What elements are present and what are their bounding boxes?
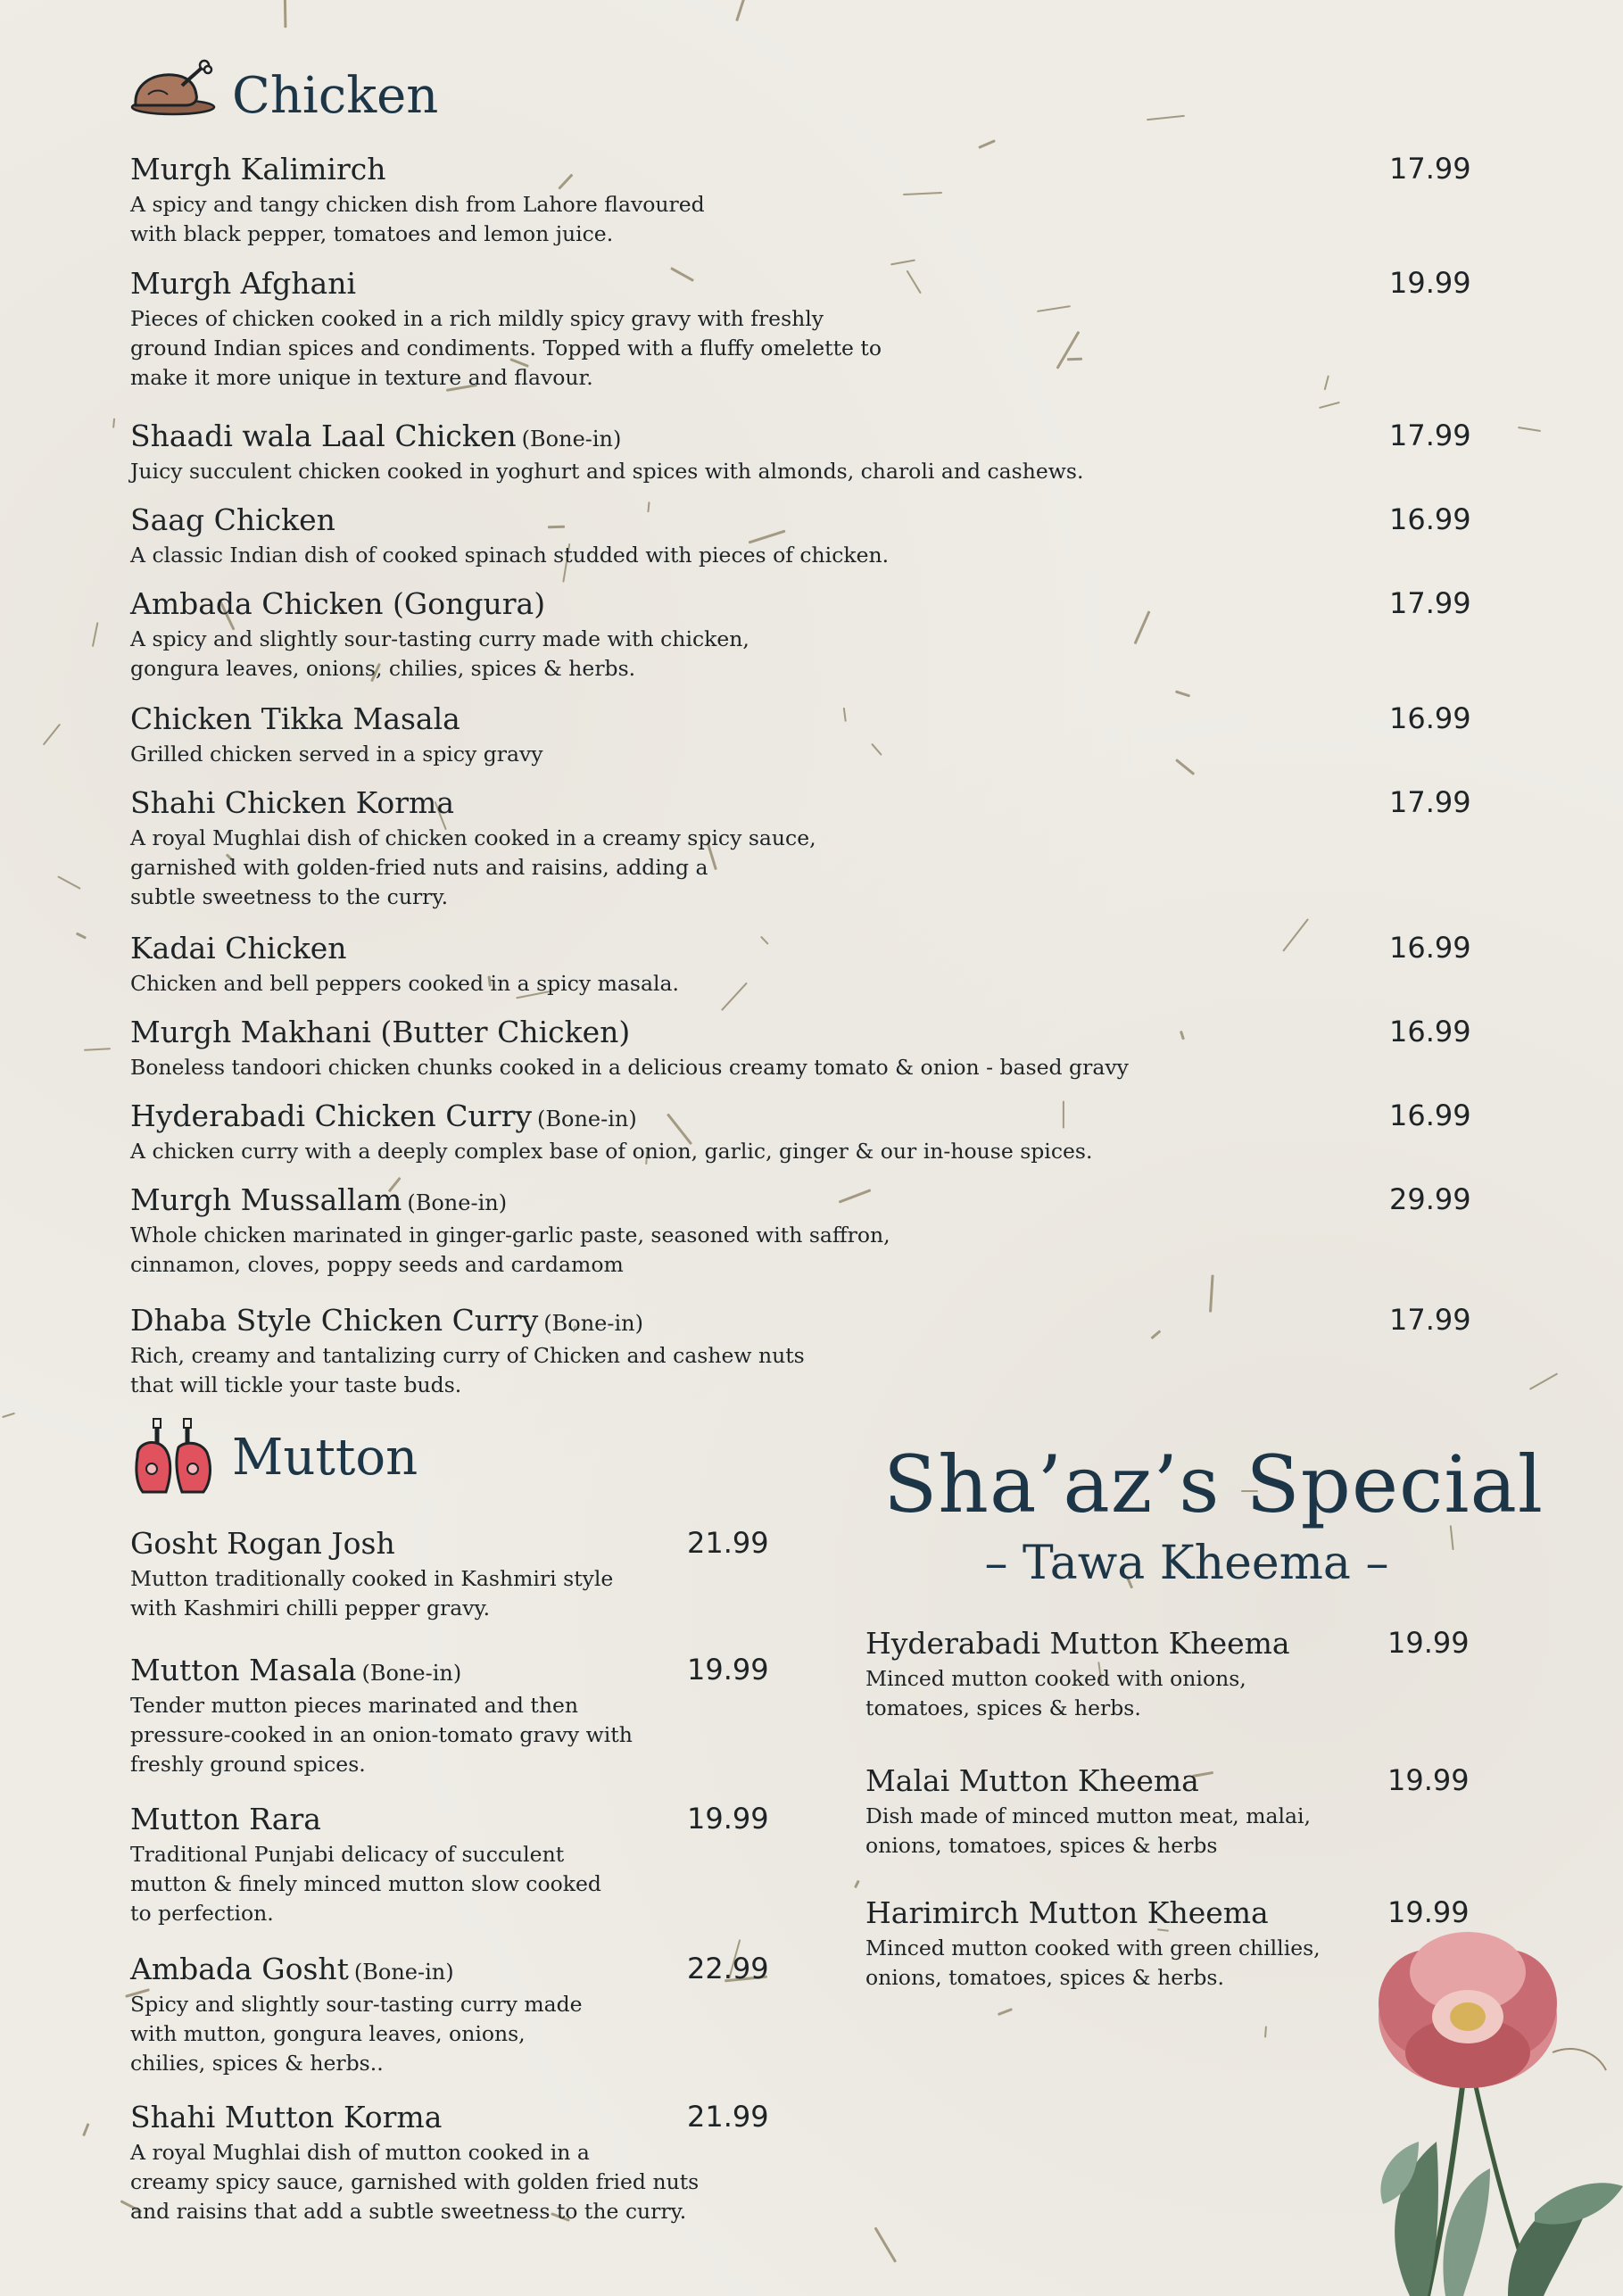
menu-item-note: (Bone-in)	[353, 1960, 454, 1985]
menu-item-name: Harimirch Mutton Kheema	[865, 1895, 1269, 1930]
menu-item-shaadi-wala-laal-chicken	[130, 419, 1587, 486]
menu-item-price: 19.99	[1387, 1895, 1470, 1929]
menu-item-header	[130, 701, 1587, 736]
menu-item-murgh-makhani-butter-chicken	[130, 1015, 1587, 1082]
paper-fleck	[2, 1413, 14, 1418]
menu-item-description: A royal Mughlai dish of mutton cooked in a creamy spicy sauce, garnished with golden fried nuts and raisins that add a subtle sweetness to the curry.	[130, 2140, 700, 2224]
menu-item-header	[130, 152, 1587, 186]
menu-item-murgh-afghani	[130, 266, 1587, 393]
menu-item-header	[130, 1015, 1587, 1049]
menu-item-header	[130, 1098, 1587, 1133]
menu-item-kadai-chicken	[130, 931, 1587, 999]
menu-item-header	[130, 1303, 1587, 1338]
menu-item-header	[130, 1182, 1587, 1217]
paper-fleck	[82, 2123, 90, 2136]
paper-fleck	[1147, 115, 1185, 121]
menu-item-description: Dish made of minced mutton meat, malai, onions, tomatoes, spices & herbs	[865, 1803, 1312, 1858]
menu-item-description: Traditional Punjabi delicacy of succulent mutton & finely minced mutton slow cooked to perfection.	[130, 1842, 601, 1926]
menu-item-description: A spicy and tangy chicken dish from Lahore flavoured with black pepper, tomatoes and lemon juice.	[130, 192, 705, 246]
menu-item-name: Ambada Chicken (Gongura)	[130, 586, 546, 621]
menu-item-note: (Bone-in)	[537, 1107, 637, 1131]
menu-item-name: Chicken Tikka Masala	[130, 701, 460, 736]
menu-item-name: Malai Mutton Kheema	[865, 1763, 1199, 1798]
menu-item-description: A spicy and slightly sour-tasting curry made with chicken, gongura leaves, onions, chilies, spices & herbs.	[130, 626, 749, 681]
menu-item-description: Minced mutton cooked with onions, tomatoes, spices & herbs.	[865, 1666, 1246, 1720]
menu-item-description: Pieces of chicken cooked in a rich mildly spicy gravy with freshly ground Indian spices and condiments. Topped with a fluffy omelette to make it more unique in texture and flavour.	[130, 306, 882, 390]
menu-item-name: Hyderabadi Chicken Curry	[130, 1098, 532, 1133]
menu-item-name: Murgh Afghani	[130, 266, 357, 301]
menu-item-description: Rich, creamy and tantalizing curry of Chicken and cashew nuts that will tickle your taste buds.	[130, 1343, 805, 1397]
menu-item-description: A classic Indian dish of cooked spinach studded with pieces of chicken.	[130, 543, 890, 568]
menu-item-ambada-chicken-gongura	[130, 586, 1587, 684]
menu-item-header	[865, 1626, 1587, 1661]
menu-item-description: Tender mutton pieces marinated and then pressure-cooked in an onion-tomato gravy with freshly ground spices.	[130, 1693, 633, 1777]
menu-item-header	[130, 502, 1587, 537]
menu-item-name: Murgh Kalimirch	[130, 152, 386, 186]
menu-item-name: Shahi Chicken Korma	[130, 785, 455, 820]
menu-item-chicken-tikka-masala	[130, 701, 1587, 769]
paper-fleck	[283, 0, 286, 28]
menu-item-note: (Bone-in)	[543, 1311, 643, 1336]
menu-item-price: 19.99	[1389, 266, 1471, 300]
menu-item-name: Mutton Masala	[130, 1653, 357, 1687]
menu-item-price: 16.99	[1389, 1098, 1471, 1132]
menu-item-description: Grilled chicken served in a spicy gravy	[130, 742, 543, 767]
chicken-section-header	[130, 55, 438, 136]
menu-item-note: (Bone-in)	[407, 1190, 508, 1215]
menu-item-hyderabadi-mutton-kheema	[865, 1626, 1587, 1723]
menu-item-price: 21.99	[687, 1526, 769, 1560]
menu-item-name: Shahi Mutton Korma	[130, 2100, 443, 2134]
menu-item-price: 17.99	[1389, 419, 1471, 452]
menu-item-dhaba-style-chicken-curry	[130, 1303, 1587, 1400]
menu-item-price: 21.99	[687, 2100, 769, 2134]
menu-item-header	[130, 931, 1587, 966]
chicken-section-title: Chicken	[232, 66, 439, 125]
menu-item-name: Murgh Makhani (Butter Chicken)	[130, 1015, 631, 1049]
paper-fleck	[76, 932, 87, 940]
menu-item-name: Saag Chicken	[130, 502, 335, 537]
menu-item-name: Hyderabadi Mutton Kheema	[865, 1626, 1290, 1661]
menu-item-note: (Bone-in)	[361, 1661, 462, 1686]
paper-fleck	[735, 0, 745, 21]
menu-item-price: 29.99	[1389, 1182, 1471, 1216]
paper-fleck	[1175, 690, 1190, 697]
menu-item-description: Mutton traditionally cooked in Kashmiri style with Kashmiri chilli pepper gravy.	[130, 1566, 614, 1620]
paper-fleck	[890, 260, 915, 266]
menu-item-price: 19.99	[687, 1653, 769, 1687]
menu-item-shahi-chicken-korma	[130, 785, 1587, 912]
menu-item-description: A royal Mughlai dish of chicken cooked in a creamy spicy sauce, garnished with golden-fried nuts and raisins, adding a subtle sweetness to the curry.	[130, 825, 816, 909]
menu-item-description: A chicken curry with a deeply complex base of onion, garlic, ginger & our in-house spices.	[130, 1139, 1093, 1164]
mutton-section-header	[130, 1417, 418, 1497]
menu-item-name: Murgh Mussallam	[130, 1182, 402, 1217]
mutton-section-title: Mutton	[232, 1428, 418, 1487]
menu-item-price: 22.99	[687, 1952, 769, 1985]
menu-item-name: Mutton Rara	[130, 1802, 321, 1836]
menu-item-price: 17.99	[1389, 785, 1471, 819]
menu-item-price: 19.99	[1387, 1763, 1470, 1797]
menu-item-description: Juicy succulent chicken cooked in yoghurt and spices with almonds, charoli and cashews.	[130, 459, 1084, 484]
menu-item-hyderabadi-chicken-curry	[130, 1098, 1587, 1166]
menu-item-description: Spicy and slightly sour-tasting curry made with mutton, gongura leaves, onions, chilies, spices & herbs..	[130, 1992, 583, 2076]
paper-fleck	[84, 1049, 111, 1051]
lamb-chops-icon	[130, 1417, 216, 1497]
special-title: Sha’az’s Special	[883, 1438, 1544, 1530]
menu-item-name: Dhaba Style Chicken Curry	[130, 1303, 539, 1338]
menu-item-saag-chicken	[130, 502, 1587, 570]
paper-fleck	[112, 419, 115, 428]
menu-item-header	[130, 266, 1587, 301]
menu-item-price: 16.99	[1389, 701, 1471, 735]
menu-item-header	[130, 419, 1587, 453]
paper-fleck	[92, 622, 99, 647]
menu-item-name: Shaadi wala Laal Chicken	[130, 419, 517, 453]
menu-item-murgh-mussallam	[130, 1182, 1587, 1280]
menu-item-header	[130, 785, 1587, 820]
menu-item-price: 19.99	[1387, 1626, 1470, 1660]
pink-flower-icon	[1356, 1919, 1623, 2296]
menu-item-name: Kadai Chicken	[130, 931, 347, 966]
menu-item-malai-mutton-kheema	[865, 1763, 1587, 1861]
paper-fleck	[874, 2227, 897, 2263]
paper-fleck	[978, 139, 996, 149]
menu-item-description: Chicken and bell peppers cooked in a spicy masala.	[130, 971, 679, 996]
menu-item-description: Boneless tandoori chicken chunks cooked in a delicious creamy tomato & onion - based gravy	[130, 1055, 1129, 1080]
menu-item-price: 16.99	[1389, 1015, 1471, 1049]
menu-item-header	[130, 586, 1587, 621]
special-subtitle: – Tawa Kheema –	[984, 1537, 1389, 1590]
menu-item-description: Whole chicken marinated in ginger-garlic paste, seasoned with saffron, cinnamon, cloves, poppy seeds and cardamom	[130, 1223, 890, 1277]
paper-fleck	[57, 875, 80, 889]
menu-item-header	[865, 1763, 1587, 1798]
menu-item-price: 19.99	[687, 1802, 769, 1836]
paper-fleck	[1319, 402, 1340, 409]
menu-item-description: Minced mutton cooked with green chillies, onions, tomatoes, spices & herbs.	[865, 1935, 1321, 1990]
menu-item-murgh-kalimirch	[130, 152, 1587, 249]
menu-item-price: 17.99	[1389, 586, 1471, 620]
menu-item-price: 17.99	[1389, 1303, 1471, 1337]
menu-item-price: 16.99	[1389, 502, 1471, 536]
menu-item-name: Gosht Rogan Josh	[130, 1526, 395, 1561]
paper-fleck	[43, 724, 62, 746]
menu-item-price: 16.99	[1389, 931, 1471, 965]
roast-chicken-icon	[130, 55, 216, 136]
menu-item-name: Ambada Gosht	[130, 1952, 349, 1986]
menu-item-price: 17.99	[1389, 152, 1471, 186]
menu-item-note: (Bone-in)	[521, 427, 622, 452]
